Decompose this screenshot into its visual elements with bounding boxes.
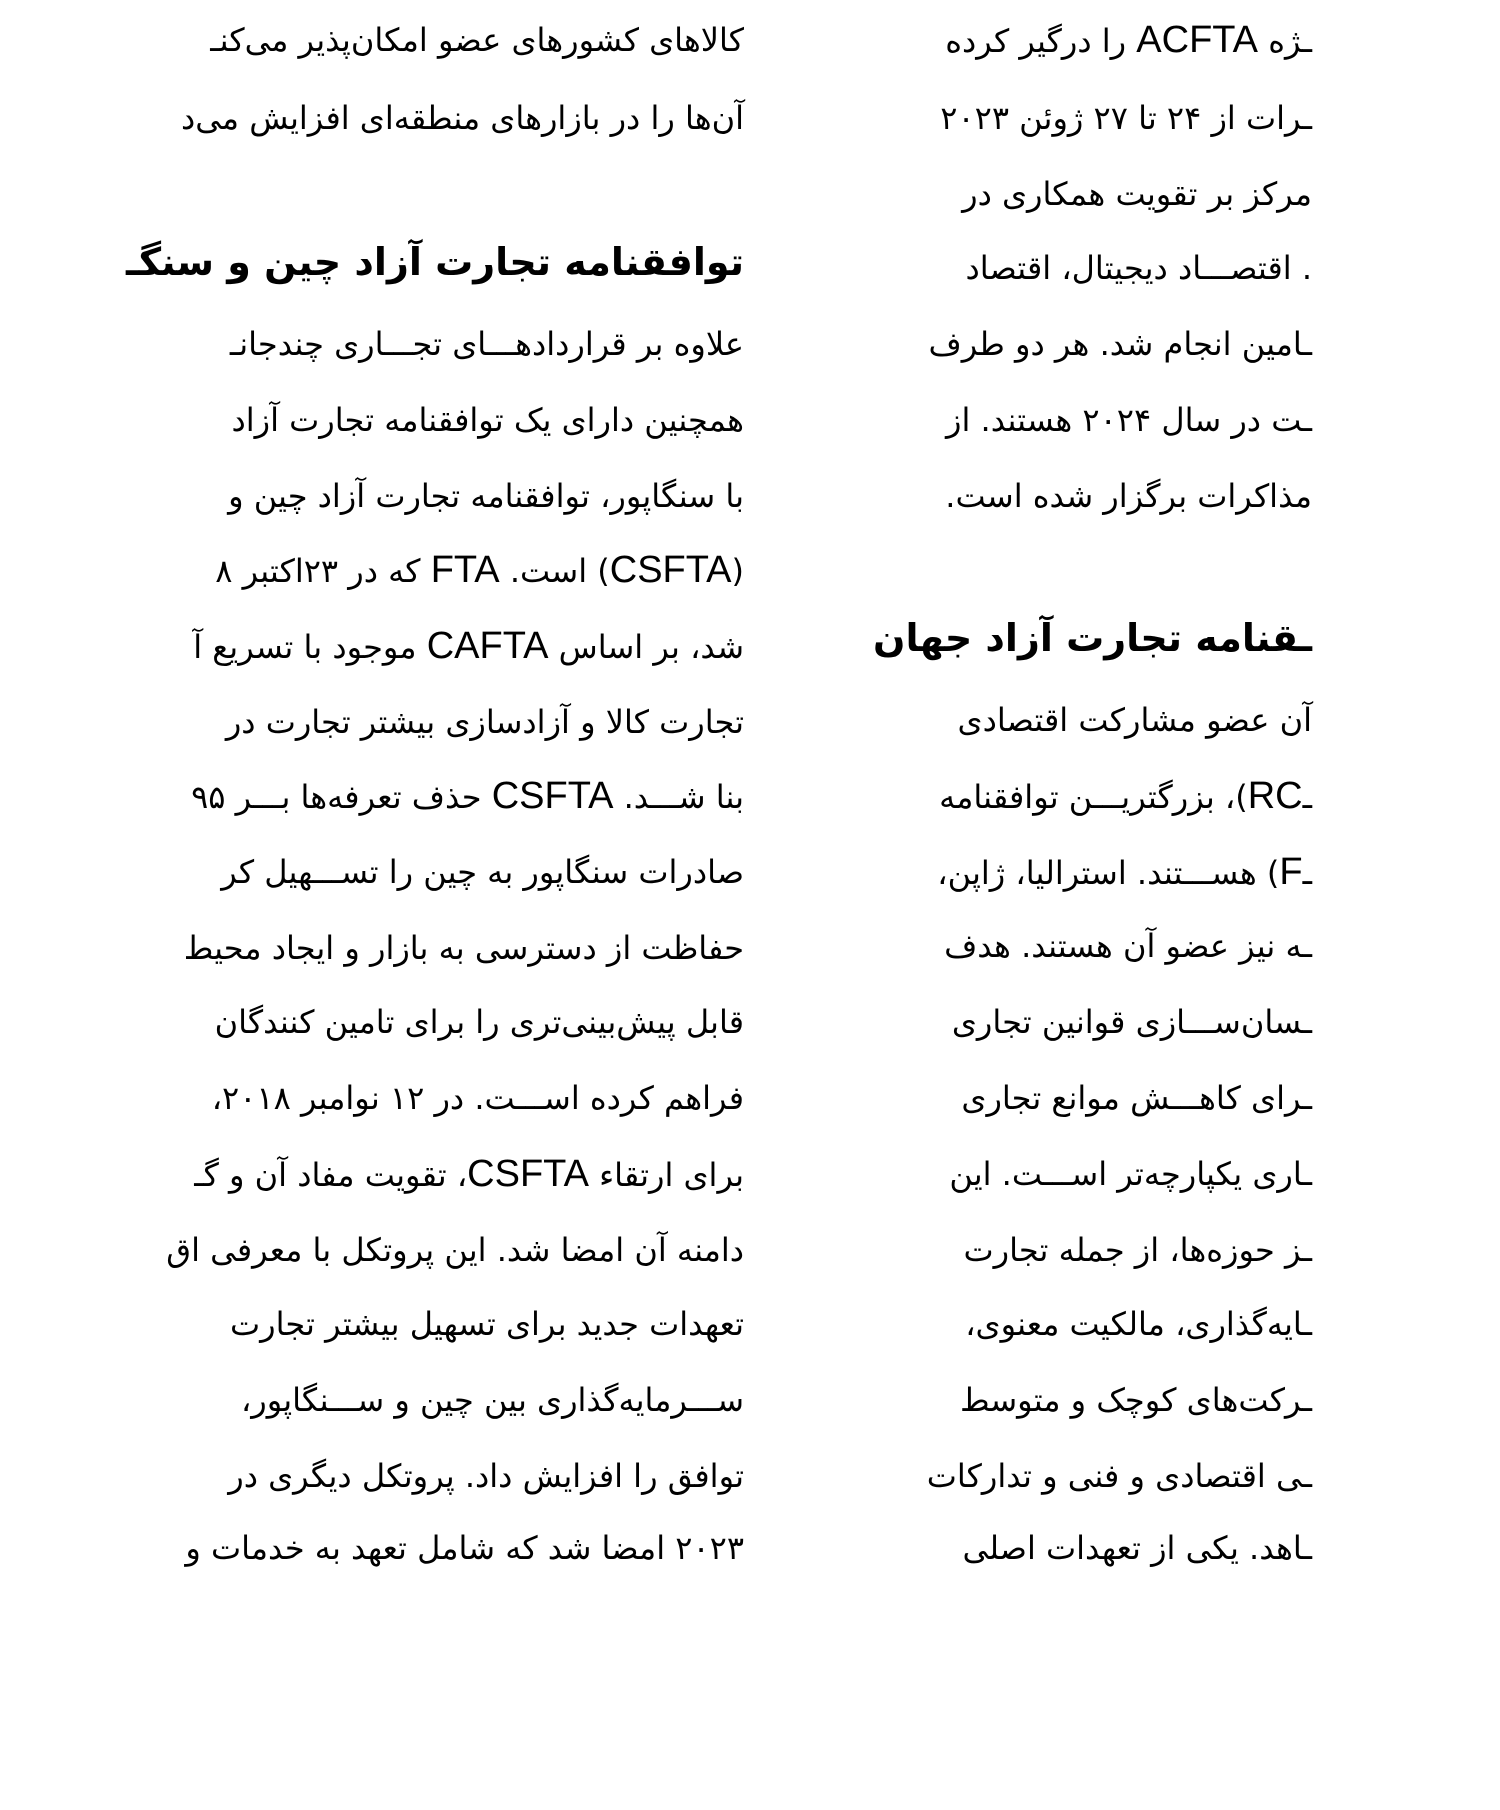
text-line: تجارت کالا و آزادسازی بیشتر تجارت در: [225, 703, 744, 741]
text-line: قابل پیش‌بینی‌تری را برای تامین کنندگان: [214, 1003, 744, 1041]
text-line: بنا شـــد. CSFTA حذف تعرفه‌ها بـــر ۹۵: [191, 775, 744, 817]
text-line: (CSFTA) است. FTA که در ۲۳اکتبر ۸: [215, 549, 744, 591]
text-line: شد، بر اساس CAFTA موجود با تسریع آ: [193, 625, 744, 667]
text-line: با سنگاپور، توافقنامه تجارت آزاد چین و: [228, 477, 744, 515]
text-line: ـRC)، بزرگتریـــن توافقنامه: [939, 775, 1312, 817]
text-line: ـامین انجام شد. هر دو طرف: [928, 325, 1312, 363]
text-line: ـF) هســـتند. استرالیا، ژاپن،: [937, 851, 1312, 893]
left-article-column: [0, 0, 744, 1568]
text-line: حفاظت از دسترسی به بازار و ایجاد محیط: [183, 929, 744, 967]
text-line: همچنین دارای یک توافقنامه تجارت آزاد: [231, 401, 744, 439]
text-line: مذاکرات برگزار شده است.: [945, 477, 1312, 515]
text-line: صادرات سنگاپور به چین را تســـهیل کر: [221, 853, 744, 891]
text-line: فراهم کرده اســـت. در ۱۲ نوامبر ۲۰۱۸،: [211, 1079, 744, 1117]
text-line: ـسان‌ســـازی قوانین تجاری: [951, 1003, 1312, 1041]
text-line: ســـرمایه‌گذاری بین چین و ســـنگاپور،: [240, 1381, 744, 1419]
text-line: ـرات از ۲۴ تا ۲۷ ژوئن ۲۰۲۳: [940, 99, 1312, 137]
right-article-column: [818, 0, 1312, 1568]
text-line: ـی اقتصادی و فنی و تدارکات: [926, 1457, 1312, 1495]
text-line: مرکز بر تقویت همکاری در: [962, 175, 1312, 213]
text-line: . اقتصـــاد دیجیتال، اقتصاد: [965, 249, 1312, 287]
section-heading: ـقنامه تجارت آزاد جهان: [873, 616, 1312, 660]
text-line: ـت در سال ۲۰۲۴ هستند. از: [946, 401, 1312, 439]
text-line: ـز حوزه‌ها، از جمله تجارت: [963, 1231, 1312, 1269]
text-line: توافق را افزایش داد. پروتکل دیگری در: [228, 1457, 744, 1495]
text-line: آن‌ها را در بازارهای منطقه‌ای افزایش می‌د: [180, 99, 744, 137]
text-line: تعهدات جدید برای تسهیل بیشتر تجارت: [230, 1305, 744, 1343]
section-heading: توافقنامه تجارت آزاد چین و سنگـ: [126, 240, 744, 284]
text-line: برای ارتقاء CSFTA، تقویت مفاد آن و گـ: [194, 1153, 744, 1195]
text-line: ـاری یکپارچه‌تر اســـت. این: [949, 1155, 1312, 1193]
text-line: ۲۰۲۳ امضا شد که شامل تعهد به خدمات و: [185, 1529, 744, 1567]
text-line: آن عضو مشارکت اقتصادی: [957, 701, 1312, 739]
text-line: دامنه آن امضا شد. این پروتکل با معرفی اق: [166, 1231, 744, 1269]
text-line: ـرکت‌های کوچک و متوسط: [959, 1381, 1312, 1419]
text-line: علاوه بر قراردادهـــای تجـــاری چندجانـ: [229, 325, 744, 363]
text-line: ـایه‌گذاری، مالکیت معنوی،: [965, 1305, 1312, 1343]
text-line: ـه نیز عضو آن هستند. هدف: [944, 927, 1312, 965]
text-line: ـاهد. یکی از تعهدات اصلی: [962, 1529, 1312, 1567]
text-line: کالاهای کشورهای عضو امکان‌پذیر می‌کنـ: [210, 21, 744, 59]
text-line: ـژه ACFTA را درگیر کرده: [945, 19, 1312, 61]
text-line: ـرای کاهـــش موانع تجاری: [961, 1079, 1312, 1117]
